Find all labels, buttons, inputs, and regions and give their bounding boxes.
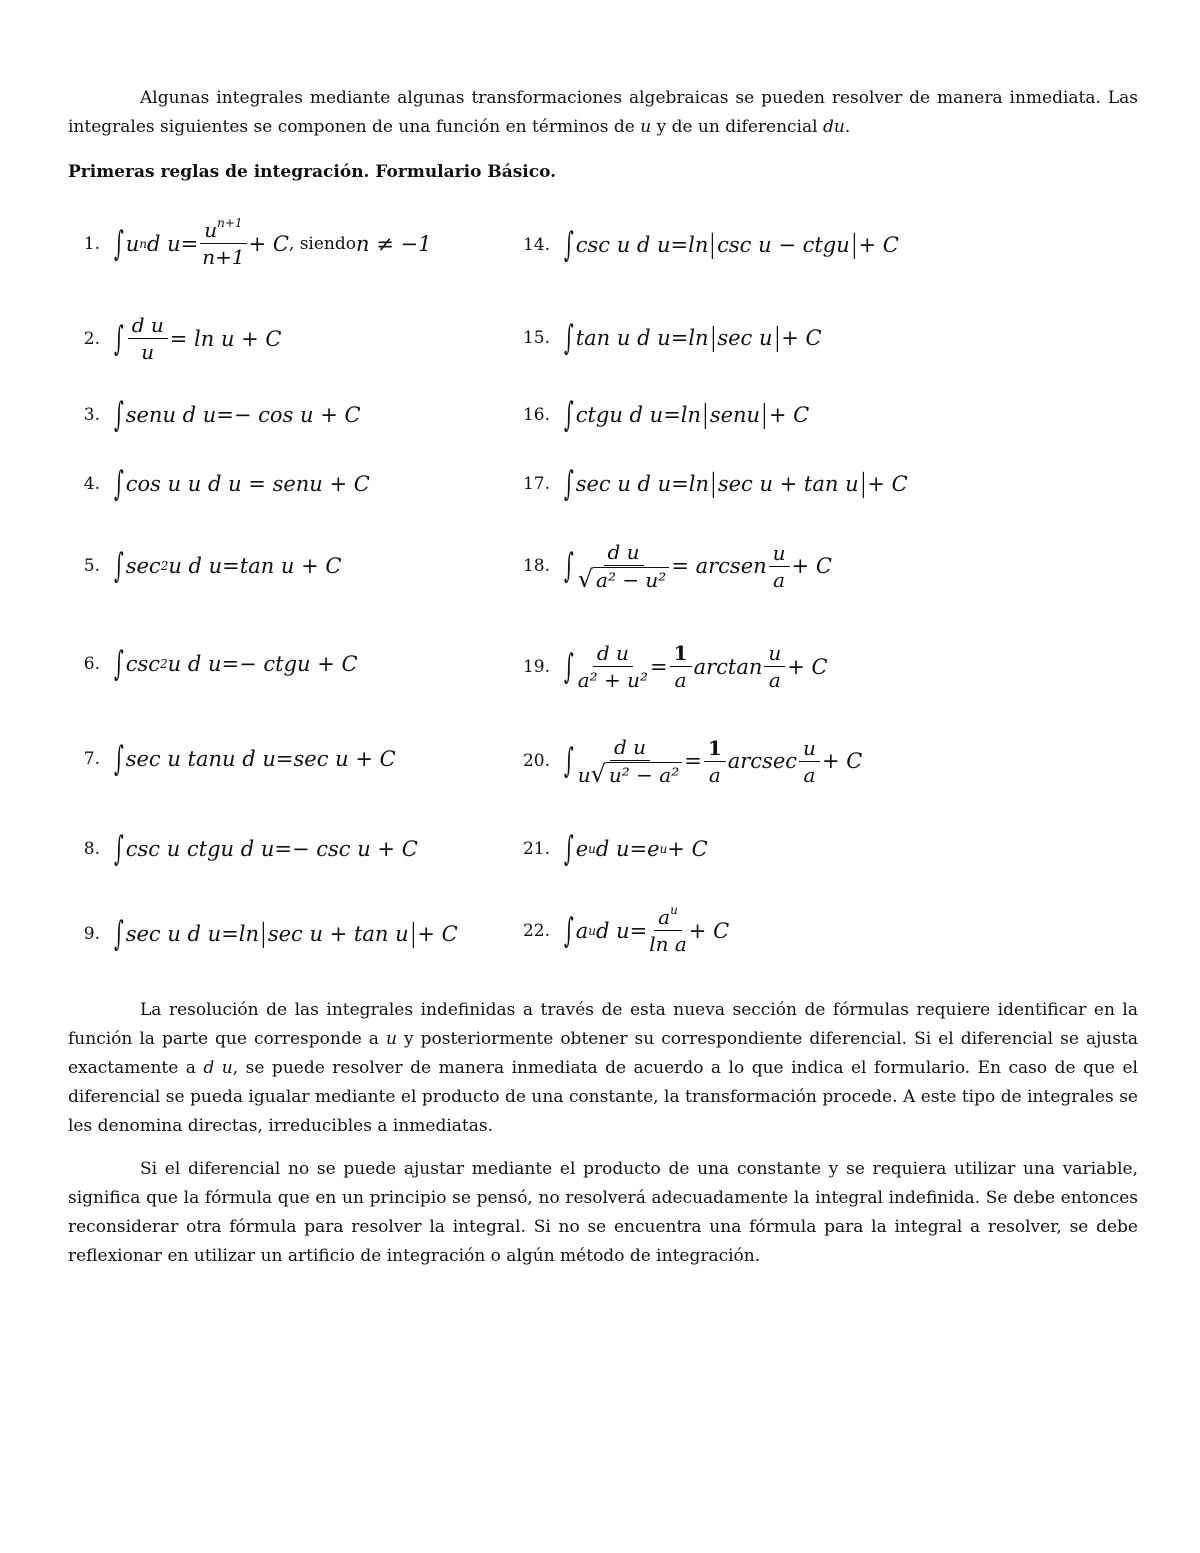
formula-6: 6. ∫ csc 2 u d u=− ctgu + C — [83, 644, 358, 684]
formula-4: 4. ∫ cos u u d u = senu + C — [83, 464, 370, 504]
integral-sign: ∫ — [113, 644, 124, 684]
integral-sign: ∫ — [563, 910, 574, 951]
integral-sign: ∫ — [563, 829, 574, 869]
fraction: $\frac{u}{a}$ — [764, 641, 785, 692]
formula-21: 21. ∫ e u d u=e u + C — [522, 829, 708, 869]
fraction: $\frac{1}{a}$ — [704, 736, 726, 787]
integral-sign: ∫ — [113, 739, 124, 779]
formula-14: 14. ∫ csc u d u=ln | csc u − ctgu | + C — [522, 225, 899, 265]
integral-sign: ∫ — [113, 395, 124, 435]
formula-17: 17. ∫ sec u d u=ln | sec u + tan u | + C — [522, 464, 908, 504]
formula-7: 7. ∫ sec u tanu d u=sec u + C — [83, 739, 396, 779]
fraction: $\frac{\text{d u}}{u}$ — [128, 313, 168, 364]
integral-sign: ∫ — [563, 546, 574, 586]
fraction: $\frac{u}{a}$ — [799, 736, 820, 787]
integral-sign: ∫ — [563, 395, 574, 435]
integral-sign: ∫ — [563, 741, 574, 781]
fraction: $\frac{a^u}{\text{ln a}}$ — [649, 903, 687, 956]
fraction: $\frac{u^{n+1}}{n+1}$ — [202, 216, 245, 269]
paragraph-resolution: La resolución de las integrales indefinidas a través de esta nueva sección de fórmulas requiere identificar en la función la parte que corresponde a u y posteriormente obtener su correspondiente diferencial. Si el diferencial se ajusta exactamente a d u, se puede resolver de manera inmediata de acuerdo a lo que indica el formulario. En caso de que el diferencial se pueda igualar mediante el producto de una constante, la transformación procede. A este tipo de integrales se les denomina directas, irreducibles a inmediatas. — [68, 1000, 1138, 1136]
formula-2: 2. ∫ $\frac{\text{d u}}{u}$ = ln u + C — [83, 313, 282, 364]
document-page — [68, 84, 1138, 184]
fraction: $\frac{u}{a}$ — [769, 541, 790, 592]
formula-9: 9. ∫ sec u d u=ln | sec u + tan u | + C — [83, 914, 458, 954]
integral-sign: ∫ — [113, 464, 124, 504]
fraction: $\frac{\text{d u}}{\text{u√ u² − a²}}$ — [578, 735, 683, 787]
integral-sign: ∫ — [563, 225, 574, 265]
integral-sign: ∫ — [563, 464, 574, 504]
integral-sign: ∫ — [113, 914, 124, 954]
var-u: u — [640, 117, 652, 137]
formula-20: 20. ∫ $\frac{\text{d u}}{\text{u√ u² − a²}}$ = $\frac{1}{a}$ arcsec $\frac{u}{a}$ + C — [522, 735, 863, 788]
integral-sign: ∫ — [113, 223, 124, 264]
formula-15: 15. ∫ tan u d u=ln | sec u | + C — [522, 318, 822, 358]
integral-sign: ∫ — [113, 546, 124, 586]
integral-sign: ∫ — [563, 646, 574, 687]
integral-sign: ∫ — [563, 318, 574, 358]
formula-5: 5. ∫ sec 2 u d u=tan u + C — [83, 546, 342, 586]
var-du: du — [822, 117, 845, 137]
integral-sign: ∫ — [113, 829, 124, 869]
formula-16: 16. ∫ ctgu d u=ln | senu | + C — [522, 395, 810, 435]
fraction: $\frac{\text{d u}}{\text{√ a² − u²}}$ — [578, 540, 670, 592]
closing-section — [68, 996, 1138, 1271]
formula-22: 22. ∫ a u d u= $\frac{a^u}{\text{ln a}}$ + C — [522, 903, 730, 956]
section-heading: Primeras reglas de integración. Formulario Básico. — [68, 162, 557, 182]
paragraph-method: Si el diferencial no se puede ajustar mediante el producto de una constante y se requiera utilizar una variable, significa que la fórmula que en un principio se pensó, no resolverá adecuadamente la integral indefinida. Se debe entonces reconsiderar otra fórmula para resolver la integral. Si no se encuentra una fórmula para la integral a resolver, se debe reflexionar en utilizar un artificio de integración o algún método de integración. — [68, 1159, 1138, 1266]
formula-1: 1. ∫ u n d u= $\frac{u^{n+1}}{n+1}$ + C , siendo n ≠ −1 — [83, 216, 432, 269]
formula-8: 8. ∫ csc u ctgu d u=− csc u + C — [83, 829, 418, 869]
fraction: $\frac{\text{d u}}{\text{a² + u²}}$ — [577, 641, 649, 692]
formula-3: 3. ∫ senu d u=− cos u + C — [83, 395, 361, 435]
integral-sign: ∫ — [113, 318, 124, 359]
fraction: $\frac{1}{a}$ — [670, 641, 692, 692]
formula-19: 19. ∫ $\frac{\text{d u}}{\text{a² + u²}}$ = $\frac{1}{a}$ arctan $\frac{u}{a}$ + C — [522, 641, 828, 692]
intro-paragraph: Algunas integrales mediante algunas transformaciones algebraicas se pueden resolver de manera inmediata. Las integrales siguientes se componen de una función en términos de u y de un diferencial du. — [68, 88, 1138, 137]
formula-18: 18. ∫ $\frac{\text{d u}}{\text{√ a² − u²}}$ = arcsen $\frac{u}{a}$ + C — [522, 540, 832, 593]
